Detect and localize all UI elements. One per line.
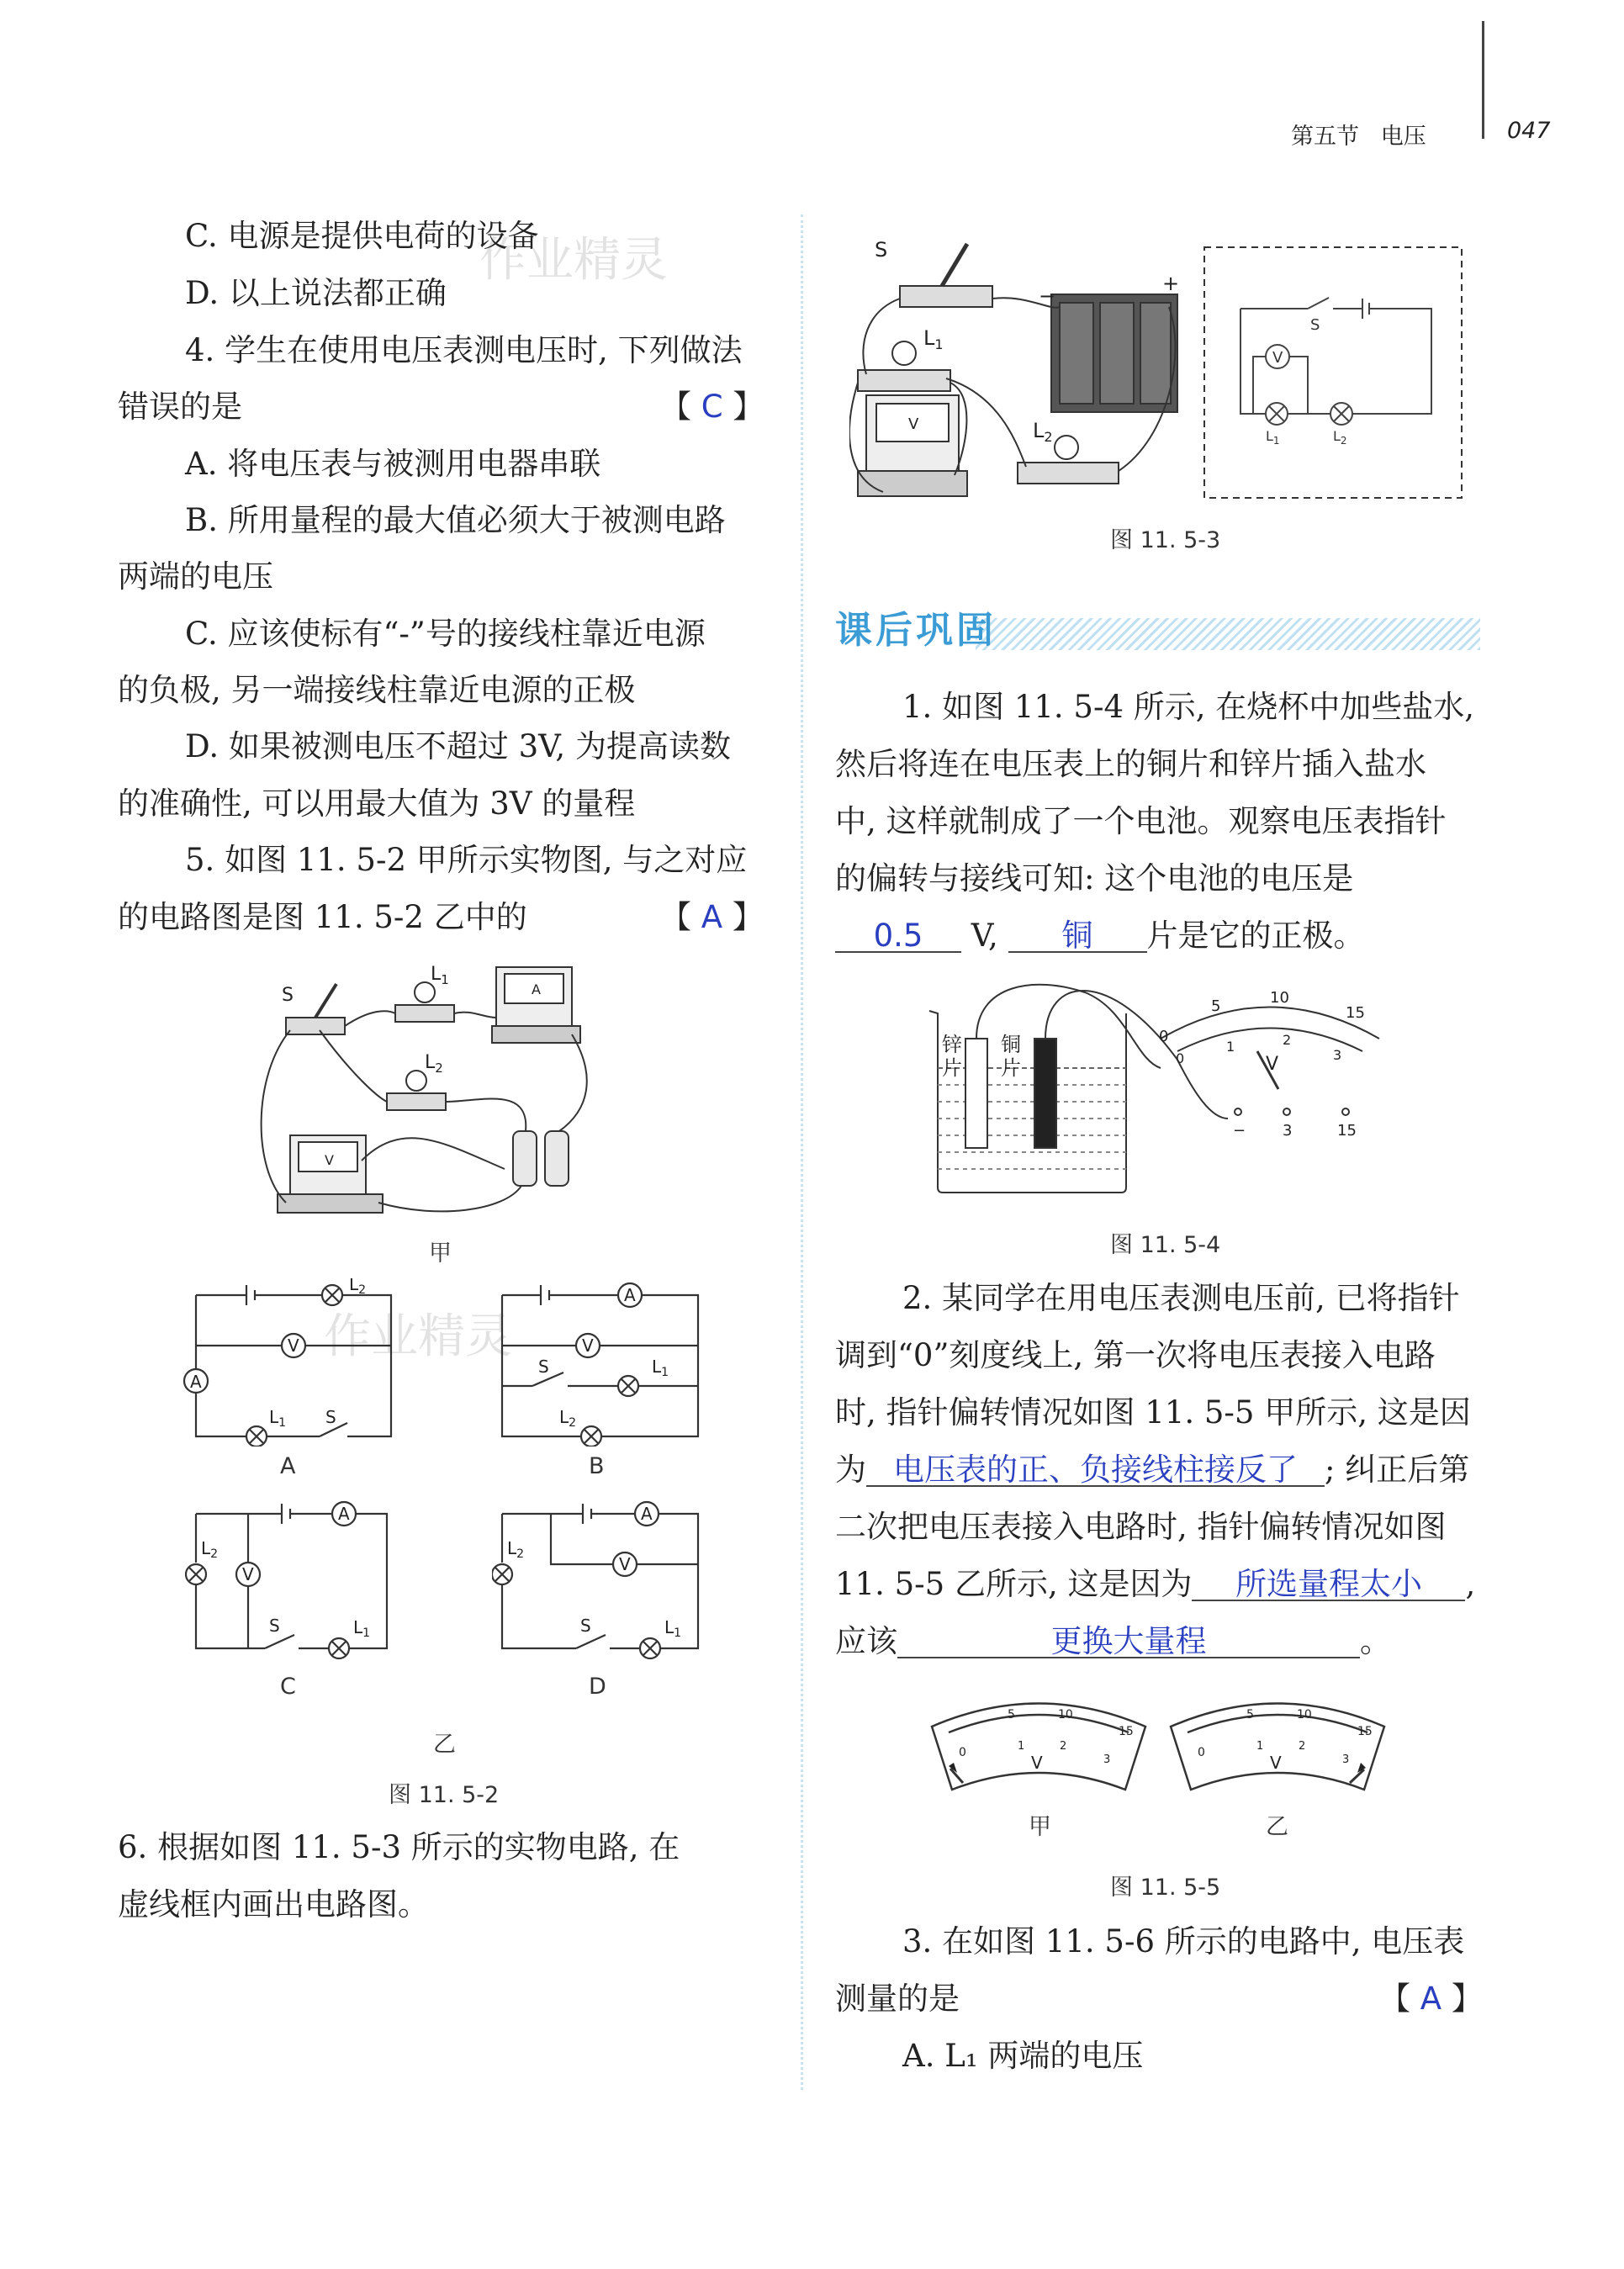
- q4-option-b-line1: B. 所用量程的最大值必须大于被测电路: [185, 502, 726, 538]
- section-title: 课后巩固: [835, 609, 997, 652]
- p3-answer: A: [1420, 1981, 1442, 2017]
- figure-11-5-2-jia: [252, 950, 622, 1228]
- svg-text:S: S: [538, 1357, 549, 1377]
- svg-text:V: V: [288, 1335, 299, 1356]
- svg-text:3: 3: [1333, 1047, 1342, 1063]
- svg-text:0: 0: [1159, 1028, 1169, 1045]
- p2-line4-prefix: 为: [835, 1452, 866, 1488]
- p2-answer-reason2: 所选量程太小: [1192, 1568, 1465, 1601]
- figure-11-5-2-caption: 图 11. 5-2: [389, 1782, 500, 1808]
- svg-text:5: 5: [1008, 1708, 1015, 1722]
- p3-answer-bracket: 【 A 】: [1379, 1981, 1483, 2017]
- svg-text:3: 3: [1283, 1122, 1293, 1140]
- svg-text:0: 0: [959, 1746, 966, 1759]
- page-number: 047: [1507, 118, 1551, 144]
- svg-text:−: −: [1233, 1122, 1246, 1140]
- q4-option-d-line1: D. 如果被测电压不超过 3V, 为提高读数: [185, 728, 731, 764]
- svg-text:V: V: [242, 1564, 254, 1584]
- q5-stem-line2: 的电路图是图 11. 5-2 乙中的: [118, 899, 527, 935]
- svg-text:2: 2: [1299, 1740, 1306, 1753]
- svg-text:A: A: [190, 1372, 202, 1392]
- svg-text:L2: $L_2$: [507, 1538, 525, 1561]
- p1-stem-line5: [835, 920, 1365, 953]
- figure-11-5-4-caption: 图 11. 5-4: [1110, 1232, 1221, 1258]
- p1-suffix: 片是它的正极。: [1146, 918, 1365, 954]
- svg-text:L2: $L_2$: [425, 1052, 443, 1076]
- svg-text:0: 0: [1198, 1746, 1205, 1759]
- p3-option-a: A. L₁ 两端的电压: [902, 2038, 1144, 2074]
- circuit-diagram-c: [181, 1497, 399, 1665]
- p1-answer-pole: 铜: [1008, 920, 1147, 953]
- p2-stem-line2: 调到“0”刻度线上, 第一次将电压表接入电路: [835, 1337, 1436, 1373]
- q3-option-c: C. 电源是提供电荷的设备: [185, 218, 539, 254]
- circuit-d-label: D: [589, 1674, 606, 1700]
- q4-option-d-line2: 的准确性, 可以用最大值为 3V 的量程: [118, 785, 636, 822]
- p1-unit: V,: [971, 918, 998, 954]
- p2-line4-suffix: ; 纠正后第: [1325, 1452, 1470, 1488]
- p2-line7-prefix: 应该: [835, 1623, 897, 1659]
- svg-text:3: 3: [1342, 1753, 1350, 1766]
- header-section: 第五节: [1291, 124, 1359, 150]
- svg-text:V: V: [325, 1152, 334, 1168]
- q4-stem-line1: 4. 学生在使用电压表测电压时, 下列做法: [185, 332, 743, 368]
- svg-text:V: V: [619, 1554, 631, 1574]
- p2-stem-line5: 二次把电压表接入电路时, 指针偏转情况如图: [835, 1509, 1447, 1545]
- svg-text:S: S: [269, 1616, 280, 1636]
- watermark: 作业精灵: [479, 233, 668, 288]
- circuit-diagram-b: [492, 1278, 711, 1447]
- p2-answer-reason1: 电压表的正、负接线柱接反了: [866, 1454, 1325, 1487]
- circuit-b-label: B: [589, 1453, 605, 1479]
- svg-text:L1: $L_1$: [431, 964, 449, 987]
- svg-text:S: S: [282, 985, 294, 1006]
- p1-stem-line3: 中, 这样就制成了一个电池。观察电压表指针: [835, 803, 1447, 839]
- q4-stem-line2: 错误的是: [118, 389, 242, 425]
- svg-text:+: +: [1162, 272, 1180, 295]
- q5-stem-line1: 5. 如图 11. 5-2 甲所示实物图, 与之对应: [185, 842, 748, 878]
- svg-text:0: 0: [1176, 1050, 1185, 1066]
- svg-text:5: 5: [1246, 1708, 1254, 1722]
- q6-stem-line2: 虚线框内画出电路图。: [118, 1886, 429, 1923]
- figure-11-5-2-yi-label: 乙: [433, 1732, 456, 1758]
- q3-option-d: D. 以上说法都正确: [185, 275, 447, 311]
- running-header: [1291, 118, 1426, 151]
- p1-answer-voltage: 0.5: [835, 920, 961, 953]
- header-rule: [1482, 21, 1484, 139]
- p1-stem-line2: 然后将连在电压表上的铜片和锌片插入盐水: [835, 746, 1426, 782]
- svg-text:10: 10: [1270, 989, 1289, 1007]
- svg-text:L1: $L_1$: [1266, 428, 1280, 447]
- svg-text:V: V: [582, 1335, 594, 1356]
- svg-text:V: V: [1272, 349, 1283, 367]
- figure-11-5-5-jia-label: 甲: [1029, 1814, 1051, 1840]
- q4-option-a: A. 将电压表与被测用电器串联: [185, 446, 601, 482]
- column-divider: [801, 214, 803, 2090]
- figure-11-5-4-zinc-label: 锌片: [942, 1033, 962, 1080]
- svg-text:1: 1: [1018, 1740, 1025, 1753]
- p1-stem-line4: 的偏转与接线可知: 这个电池的电压是: [835, 860, 1354, 896]
- svg-text:2: 2: [1283, 1032, 1292, 1048]
- svg-text:1: 1: [1256, 1740, 1264, 1753]
- svg-text:5: 5: [1211, 997, 1221, 1015]
- svg-text:L2: $L_2$: [1333, 428, 1347, 447]
- q5-answer-bracket: 【 A 】: [660, 899, 764, 935]
- svg-text:2: 2: [1060, 1740, 1067, 1753]
- svg-text:−: −: [1039, 284, 1056, 308]
- p2-stem-line3: 时, 指针偏转情况如图 11. 5-5 甲所示, 这是因: [835, 1394, 1471, 1431]
- watermark: 作业精灵: [324, 1309, 512, 1364]
- circuit-diagram-a: [181, 1278, 399, 1447]
- p2-stem-line1: 2. 某同学在用电压表测电压前, 已将指针: [902, 1280, 1460, 1316]
- p2-stem-line4: [835, 1454, 1469, 1487]
- svg-text:15: 15: [1346, 1004, 1365, 1022]
- svg-text:S: S: [1310, 316, 1320, 334]
- figure-11-5-2-jia-label: 甲: [429, 1240, 452, 1267]
- p2-line6-suffix: ,: [1465, 1566, 1476, 1602]
- q4-option-b-line2: 两端的电压: [118, 558, 273, 595]
- figure-11-5-3-answer-box: [1203, 246, 1463, 500]
- circuit-diagram-d: [492, 1497, 711, 1665]
- svg-text:V: V: [1270, 1753, 1282, 1773]
- q6-stem-line1: 6. 根据如图 11. 5-3 所示的实物电路, 在: [118, 1829, 680, 1865]
- figure-11-5-4: [925, 976, 1396, 1203]
- svg-text:A: A: [624, 1285, 636, 1305]
- svg-text:10: 10: [1058, 1708, 1073, 1722]
- svg-text:1: 1: [1226, 1039, 1235, 1055]
- svg-text:L1: $L_1$: [664, 1617, 682, 1640]
- p2-stem-line6: [835, 1568, 1475, 1601]
- svg-text:S: S: [580, 1616, 591, 1636]
- q4-answer-bracket: 【 C 】: [660, 389, 764, 425]
- figure-11-5-5-caption: 图 11. 5-5: [1110, 1875, 1221, 1901]
- figure-11-5-5-dials: [925, 1689, 1396, 1806]
- q5-answer: A: [701, 899, 723, 935]
- svg-text:L2: $L_2$: [201, 1538, 219, 1561]
- p2-line7-suffix: 。: [1360, 1623, 1391, 1659]
- svg-text:L2: $L_2$: [559, 1407, 577, 1430]
- svg-text:15: 15: [1337, 1122, 1357, 1140]
- circuit-a-label: A: [280, 1453, 296, 1479]
- q4-option-c-line2: 的负极, 另一端接线柱靠近电源的正极: [118, 672, 636, 708]
- q4-answer: C: [701, 389, 723, 425]
- svg-text:V: V: [908, 415, 919, 433]
- figure-11-5-4-copper-label: 铜片: [1001, 1033, 1021, 1080]
- svg-text:A: A: [641, 1504, 653, 1524]
- p2-stem-line7: [835, 1623, 1391, 1659]
- svg-text:S: S: [875, 238, 888, 262]
- svg-text:L1: $L_1$: [353, 1617, 371, 1640]
- svg-text:L1: $L_1$: [269, 1407, 287, 1430]
- svg-text:L1: $L_1$: [923, 326, 944, 352]
- svg-text:V: V: [1266, 1054, 1279, 1075]
- circuit-c-label: C: [280, 1674, 296, 1700]
- section-title-stripe: [976, 618, 1480, 650]
- svg-text:A: A: [532, 981, 541, 997]
- figure-11-5-3-caption: 图 11. 5-3: [1110, 527, 1221, 553]
- svg-text:L2: $L_2$: [1033, 419, 1053, 445]
- p2-line6-prefix: 11. 5-5 乙所示, 这是因为: [835, 1566, 1193, 1602]
- figure-11-5-3-physical: [849, 227, 1203, 513]
- header-title: 电压: [1380, 124, 1426, 150]
- svg-text:V: V: [1031, 1753, 1043, 1773]
- p3-stem-line1: 3. 在如图 11. 5-6 所示的电路中, 电压表: [902, 1923, 1465, 1960]
- svg-text:A: A: [338, 1504, 350, 1524]
- svg-text:3: 3: [1103, 1753, 1111, 1766]
- q4-option-c-line1: C. 应该使标有“-”号的接线柱靠近电源: [185, 616, 706, 652]
- svg-text:10: 10: [1297, 1708, 1312, 1722]
- figure-11-5-5-yi-label: 乙: [1266, 1814, 1288, 1840]
- p3-stem-line2: 测量的是: [835, 1981, 960, 2017]
- p2-answer-action: 更换大量程: [897, 1626, 1360, 1658]
- svg-text:L2: $L_2$: [349, 1278, 367, 1297]
- svg-text:15: 15: [1119, 1725, 1134, 1738]
- svg-text:L1: $L_1$: [652, 1357, 669, 1379]
- svg-text:15: 15: [1357, 1725, 1373, 1738]
- svg-text:S: S: [325, 1407, 336, 1427]
- p1-stem-line1: 1. 如图 11. 5-4 所示, 在烧杯中加些盐水,: [902, 689, 1475, 725]
